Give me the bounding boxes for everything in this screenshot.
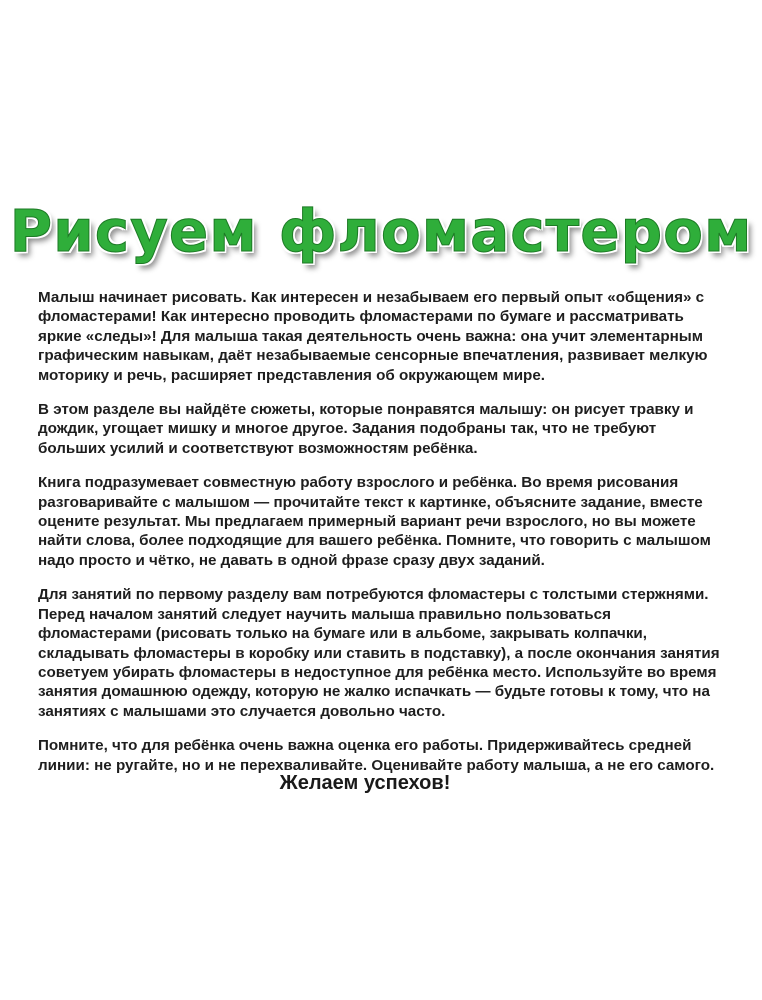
body-text — [38, 288, 728, 790]
paragraph-section: В этом разделе вы найдёте сюжеты, которые понравятся малышу: он рисует травку и дождик, угощает мишку и многое другое. Задания подобраны так, что не требуют больших усилий и соответствуют возможностям ребёнка. — [38, 401, 694, 457]
closing-wish: Желаем успехов! — [279, 772, 451, 794]
paragraph-joint-work: Книга подразумевает совместную работу взрослого и ребёнка. Во время рисования разговаривайте с малышом — прочитайте текст к картинке, объясните задание, вместе оцените результат. Мы предлагаем примерный вариант речи взрослого, но вы можете найти слова, более подходящие для вашего ребёнка. Помните, что говорить с малышом надо просто и чётко, не давать в одной фразе сразу двух заданий. — [38, 474, 711, 569]
paragraph-intro: Малыш начинает рисовать. Как интересен и незабываем его первый опыт «общения» с фломастерами! Как интересно проводить фломастерами по бумаге и рассматривать яркие «следы»! Для малыша такая деятельность очень важна: она учит элементарным графическим навыкам, даёт незабываемые сенсорные впечатления, развивает мелкую моторику и речь, расширяет представления об окружающем мире. — [38, 289, 708, 384]
page-title: Рисуем фломастером — [9, 197, 753, 265]
paragraph-evaluation: Помните, что для ребёнка очень важна оценка его работы. Придерживайтесь средней линии: не ругайте, но и не перехваливайте. Оценивайте работу малыша, а не его самого. — [38, 737, 715, 774]
paragraph-materials: Для занятий по первому разделу вам потребуются фломастеры с толстыми стержнями. Перед началом занятий следует научить малыша правильно пользоваться фломастерами (рисовать только на бумаге или в альбоме, закрывать колпачки, складывать фломастеры в коробку или ставить в подставку), а после окончания занятия советуем убирать фломастеры в недоступное для ребёнка место. Используйте во время занятия домашнюю одежду, которую не жалко испачкать — будьте готовы к тому, что на занятиях с малышами это случается довольно часто. — [38, 586, 720, 720]
